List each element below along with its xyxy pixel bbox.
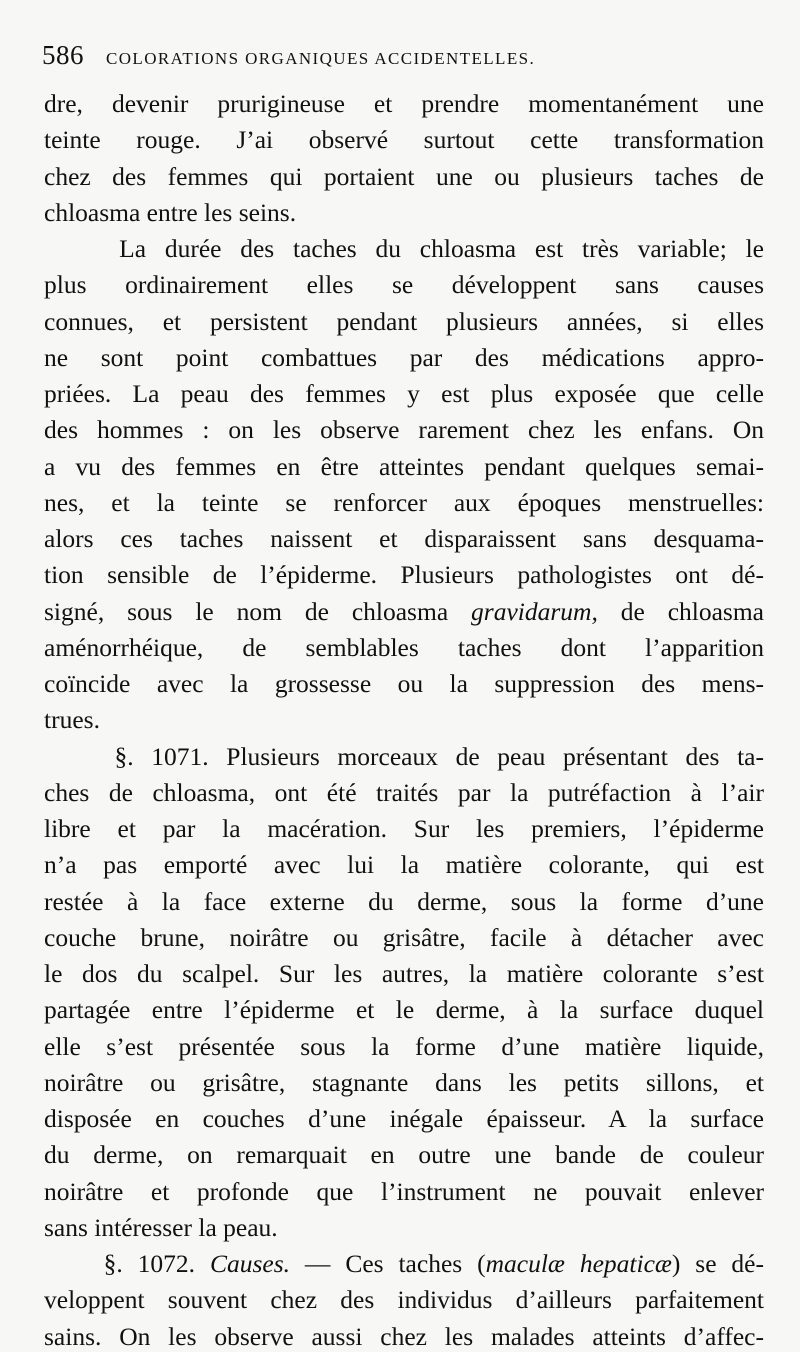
italic-text: gravidarum, [471,596,598,626]
text-segment: restée à la face externe du derme, sous la forme d’une [44,886,764,916]
text-segment: veloppent souvent chez des individus d’ailleurs parfaitement [44,1285,764,1315]
text-segment: sans intéresser la peau. [44,1212,278,1242]
text-line [44,86,764,122]
text-line [44,267,764,303]
text-line [44,412,764,448]
text-segment: couche brune, noirâtre ou grisâtre, facile à détacher avec [44,922,764,952]
text-segment: a vu des femmes en être atteintes pendant quelques semai- [44,451,764,481]
text-line [44,1282,764,1318]
text-segment: ) se dé- [671,1249,764,1278]
text-line [44,231,764,267]
text-segment: chez des femmes qui portaient une ou plusieurs taches de [44,161,764,191]
text-segment: trues. [44,705,100,735]
text-line [44,521,764,557]
text-segment: connues, et persistent pendant plusieurs années, si elles [44,306,764,336]
text-segment: teinte rouge. J’ai observé surtout cette transformation [44,125,764,155]
text-line [44,195,764,231]
text-segment: — Ces taches ( [290,1249,486,1278]
text-line [44,1174,764,1210]
text-segment: plus ordinairement elles se développent sans causes [44,270,764,300]
text-line [44,884,764,920]
text-segment: ne sont point combattues par des médications appro- [44,342,764,372]
text-line [44,1319,764,1355]
text-line [44,775,764,811]
text-line [44,376,764,412]
text-line [44,122,764,158]
text-line [44,304,764,340]
text-segment: §. 1072. [44,1249,210,1278]
text-line [44,992,764,1028]
text-segment: n’a pas emporté avec lui la matière colorante, qui est [44,850,764,880]
text-segment: tion sensible de l’épiderme. Plusieurs pathologistes ont dé- [44,560,764,590]
text-line [44,666,764,702]
text-segment: partagée entre l’épiderme et le derme, à la surface duquel [44,995,764,1025]
text-segment: priées. La peau des femmes y est plus exposée que celle [44,379,764,408]
text-line [44,920,764,956]
text-line [44,739,764,775]
running-head: COLORATIONS ORGANIQUES ACCIDENTELLES. [106,49,536,68]
text-line [44,811,764,847]
text-segment: noirâtre et profonde que l’instrument ne pouvait enlever [44,1176,764,1206]
text-line [44,847,764,883]
text-line [44,1029,764,1065]
text-line [44,594,764,630]
text-line [44,630,764,666]
text-line [44,449,764,485]
text-segment: de chloasma [597,596,764,626]
italic-text: Causes. [209,1249,290,1278]
text-segment: elle s’est présentée sous la forme d’une matière liquide, [44,1031,764,1061]
text-segment: La durée des taches du chloasma est très variable; le [44,234,764,263]
text-segment: sains. On les observe aussi chez les malades atteints d’affec- [44,1321,764,1351]
text-segment: signé, sous le nom de chloasma [44,596,472,626]
italic-text: maculæ hepaticæ [485,1249,672,1278]
text-line [44,1210,764,1246]
text-line [44,557,764,593]
text-line [44,702,764,738]
text-segment: alors ces taches naissent et disparaissent sans desquama- [44,524,764,553]
text-segment: coïncide avec la grossesse ou la suppression des mens- [44,669,764,698]
text-segment: ches de chloasma, ont été traités par la putréfaction à l’air [44,777,764,807]
text-line [44,1137,764,1173]
text-segment: le dos du scalpel. Sur les autres, la matière colorante s’est [44,959,764,988]
page-number: 586 [42,40,84,70]
text-segment: libre et par la macération. Sur les premiers, l’épiderme [44,814,764,843]
text-segment: dre, devenir prurigineuse et prendre momentanément une [44,89,764,118]
text-segment: §. 1071. Plusieurs morceaux de peau présentant des ta- [44,741,764,771]
text-segment: nes, et la teinte se renforcer aux époques menstruelles: [44,487,764,517]
text-line [44,159,764,195]
text-line [44,1246,764,1282]
text-line [44,1101,764,1137]
text-segment: du derme, on remarquait en outre une bande de couleur [44,1140,764,1170]
text-segment: disposée en couches d’une inégale épaisseur. A la surface [44,1104,764,1133]
body-text [44,86,764,1355]
text-line [44,485,764,521]
text-line [44,340,764,376]
text-segment: des hommes : on les observe rarement chez les enfans. On [44,415,764,445]
text-line [44,1065,764,1101]
text-line [44,956,764,992]
text-segment: chloasma entre les seins. [44,197,297,227]
text-segment: aménorrhéique, de semblables taches dont l’apparition [44,632,764,662]
page-header [42,40,762,80]
text-segment: noirâtre ou grisâtre, stagnante dans les petits sillons, et [44,1067,764,1097]
